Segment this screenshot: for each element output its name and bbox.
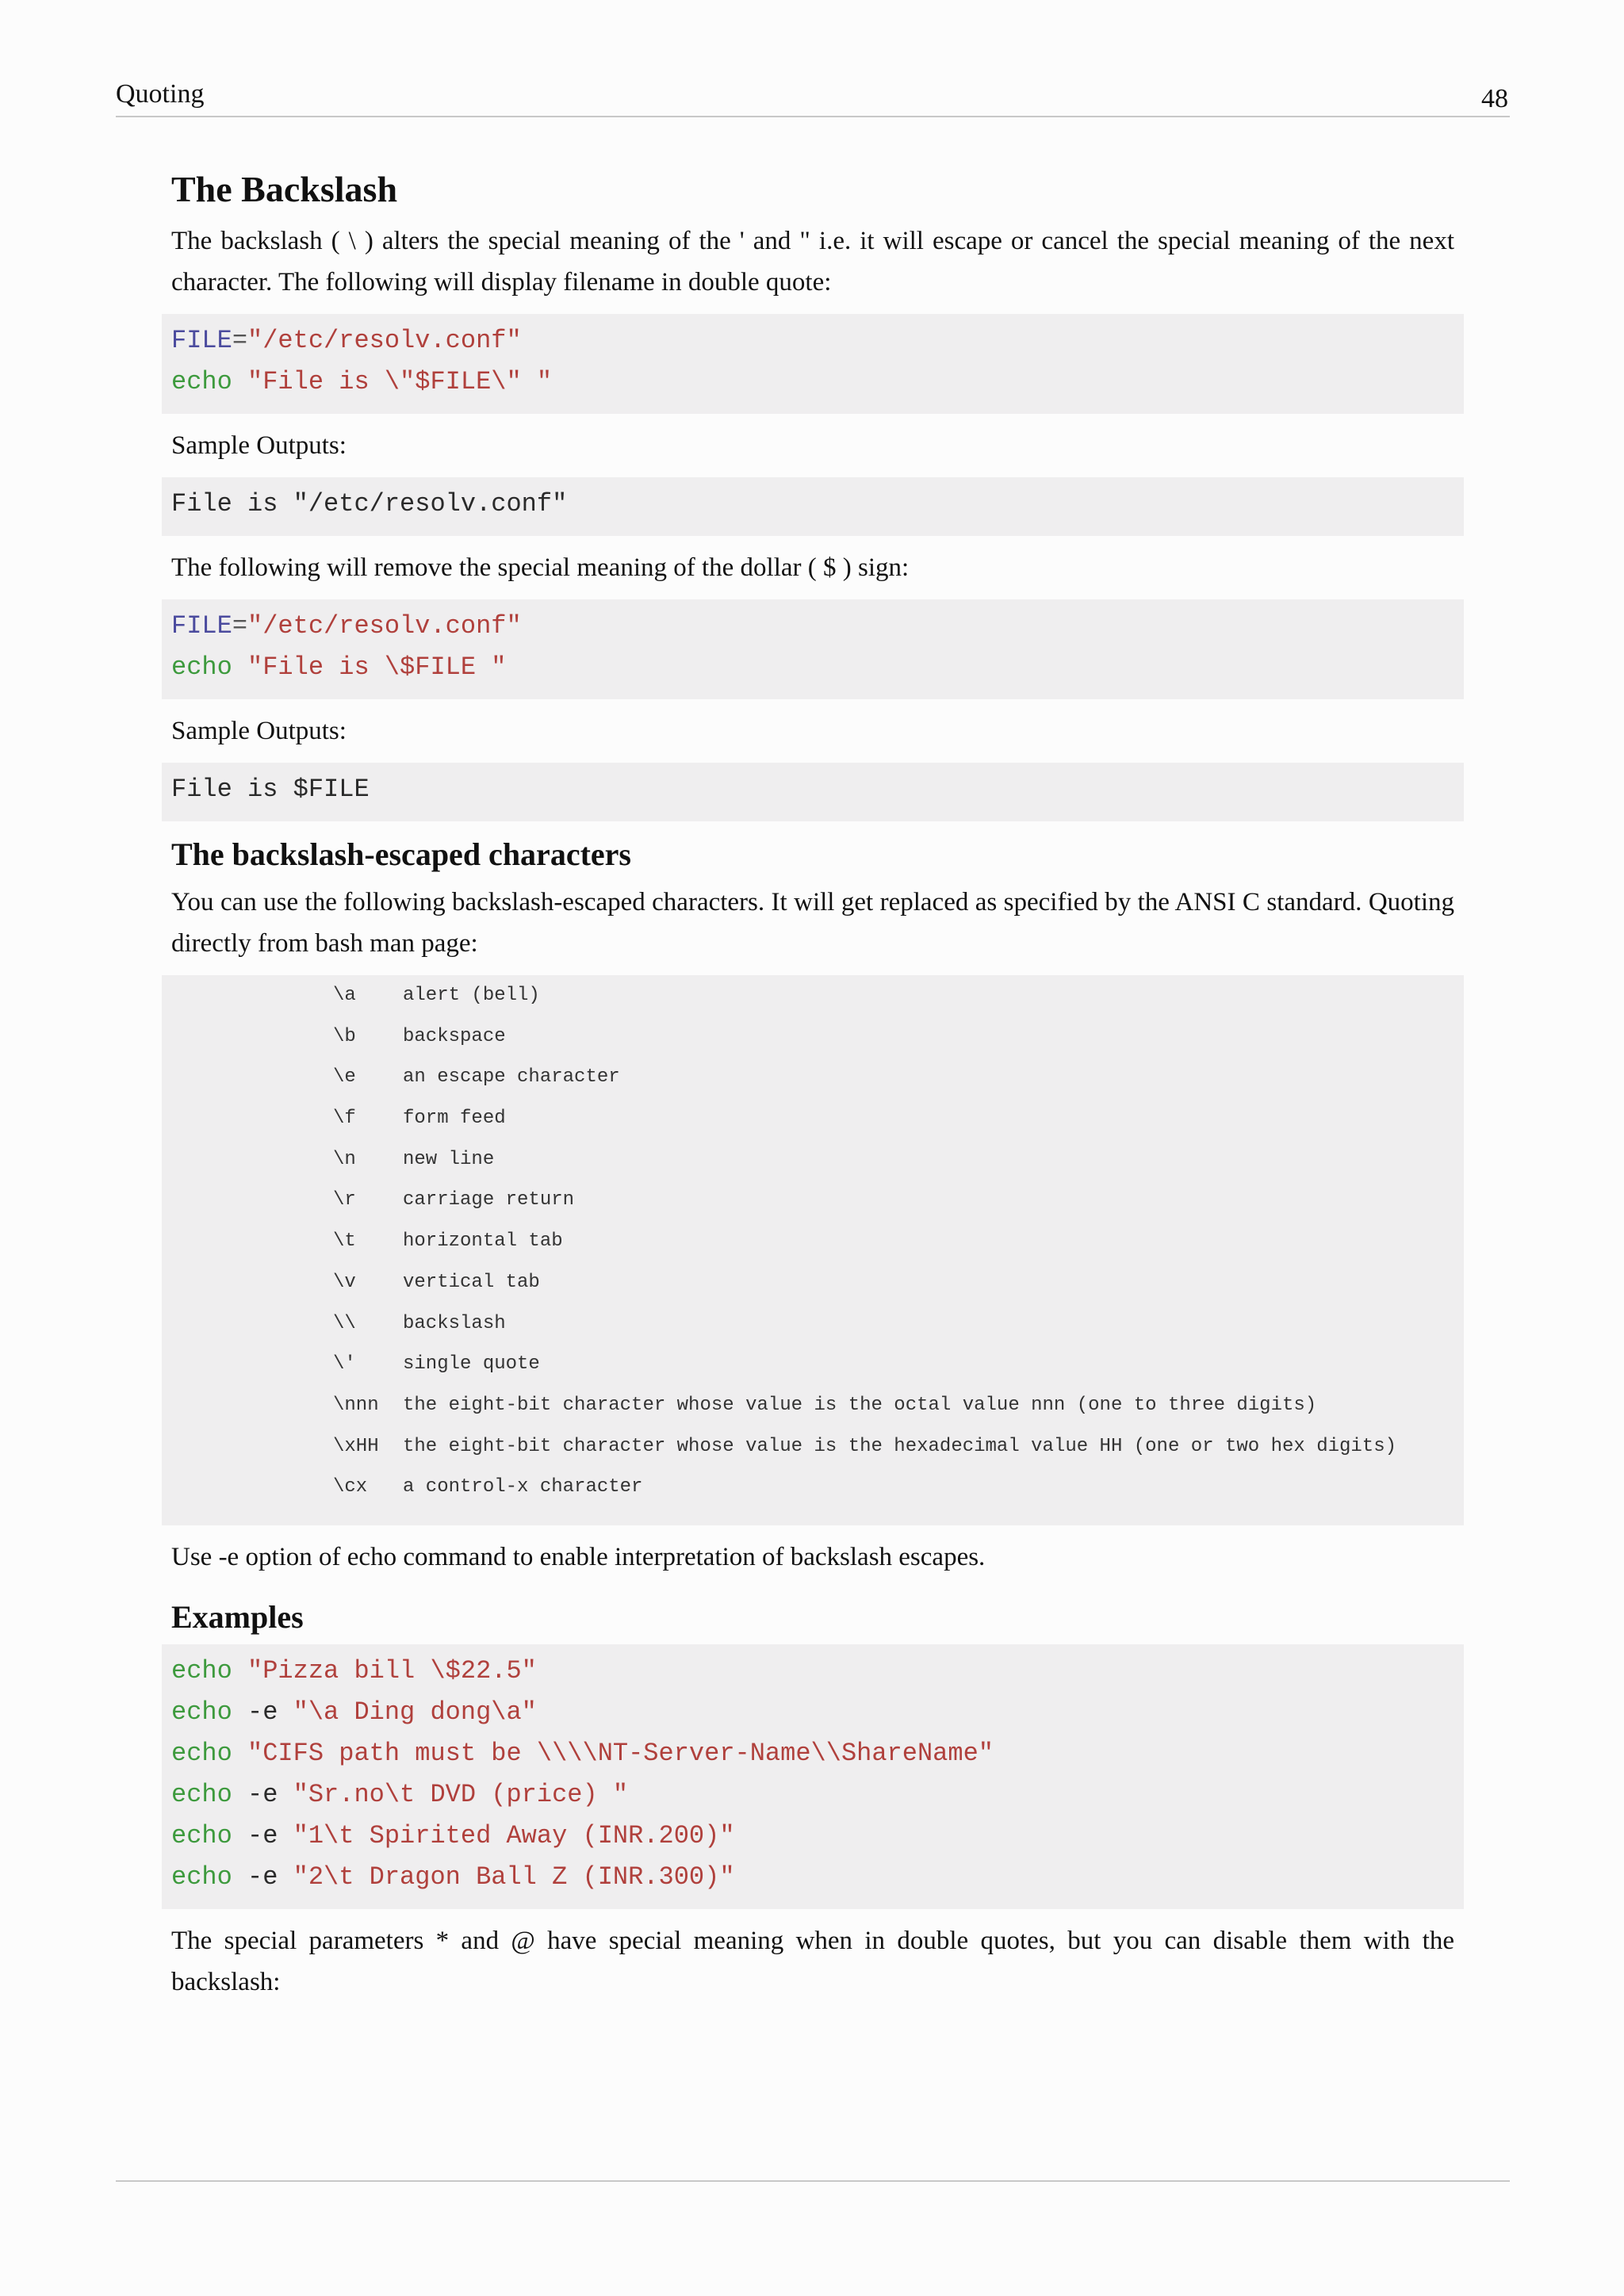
escape-sequence: \' <box>333 1353 356 1376</box>
code-string: "1\t Spirited Away (INR.200)" <box>293 1820 735 1850</box>
escape-description: carriage return <box>403 1189 575 1211</box>
dollar-paragraph: The following will remove the special meaning of the dollar ( $ ) sign: <box>171 553 910 582</box>
heading-backslash-escaped-characters: The backslash-escaped characters <box>171 836 631 872</box>
code-operator: = <box>232 611 248 641</box>
code-keyword: echo <box>171 1655 232 1686</box>
example-line <box>171 1774 1454 1816</box>
code-keyword: echo <box>171 367 232 396</box>
code-string: "Sr.no\t DVD (price) " <box>293 1779 629 1809</box>
code-string: "/etc/resolv.conf" <box>247 611 522 641</box>
escape-sequence: \t <box>333 1230 356 1253</box>
heading-the-backslash: The Backslash <box>171 169 398 209</box>
sample-outputs-label: Sample Outputs: <box>171 431 347 460</box>
page-header <box>116 78 1510 117</box>
code-keyword: echo <box>171 1779 232 1809</box>
escape-sequence: \f <box>333 1108 356 1130</box>
escape-description: form feed <box>403 1108 506 1130</box>
running-section-title: Quoting <box>116 79 205 109</box>
code-variable: FILE <box>171 326 232 355</box>
escape-description: backspace <box>403 1025 506 1047</box>
escape-row <box>162 978 1464 1020</box>
code-operator: = <box>232 326 248 355</box>
code-string: "File is \"$FILE\" " <box>247 367 553 396</box>
escape-row <box>162 1183 1464 1224</box>
code-line <box>171 320 1454 362</box>
escape-sequence: \b <box>333 1025 356 1047</box>
escape-sequence: \a <box>333 985 356 1006</box>
code-keyword: echo <box>171 1862 232 1892</box>
page-content <box>171 155 1454 2014</box>
code-line <box>171 362 1454 403</box>
escape-row <box>162 1224 1464 1265</box>
example-line <box>171 1857 1454 1898</box>
code-keyword: echo <box>171 1820 232 1850</box>
output-block-1 <box>162 477 1464 536</box>
code-string: "File is \$FILE " <box>247 652 507 682</box>
escape-row <box>162 1470 1464 1511</box>
code-option: -e <box>232 1697 293 1727</box>
code-option: -e <box>232 1820 293 1850</box>
output-line: File is $FILE <box>171 775 370 804</box>
escape-description: a control-x character <box>403 1476 643 1498</box>
code-variable: FILE <box>171 611 232 641</box>
escape-sequence: \cx <box>333 1476 368 1498</box>
escape-description: vertical tab <box>403 1271 540 1293</box>
escape-sequence: \xHH <box>333 1435 379 1457</box>
intro-paragraph: The backslash ( \ ) alters the special meaning of the ' and " i.e. it will escape or cancel the special meaning of the next character. The following will display filename in double quote: <box>171 227 1454 297</box>
escape-sequence: \r <box>333 1189 356 1211</box>
escape-row <box>162 1388 1464 1429</box>
heading-examples: Examples <box>171 1598 304 1635</box>
code-string: "CIFS path must be \\\\NT-Server-Name\\ShareName" <box>247 1738 994 1768</box>
escape-row <box>162 1020 1464 1061</box>
special-params-paragraph: The special parameters * and @ have special meaning when in double quotes, but you can disable them with the backslash: <box>171 1926 1454 1996</box>
output-block-2 <box>162 763 1464 821</box>
example-line <box>171 1692 1454 1733</box>
footer-rule <box>116 2180 1510 2182</box>
escape-description: backslash <box>403 1312 506 1334</box>
output-line: File is "/etc/resolv.conf" <box>171 489 568 519</box>
code-block-quote-example <box>162 314 1464 414</box>
example-line <box>171 1733 1454 1774</box>
echo-e-paragraph: Use -e option of echo command to enable interpretation of backslash escapes. <box>171 1542 986 1571</box>
escape-sequence: \\ <box>333 1312 356 1334</box>
escape-description: the eight-bit character whose value is the octal value nnn (one to three digits) <box>403 1394 1317 1416</box>
code-string: "/etc/resolv.conf" <box>247 326 522 355</box>
code-keyword: echo <box>171 1738 232 1768</box>
escape-sequence: \nnn <box>333 1394 379 1416</box>
escape-row <box>162 1265 1464 1307</box>
code-option: -e <box>232 1862 293 1892</box>
escape-description: new line <box>403 1148 495 1170</box>
escape-row <box>162 1060 1464 1101</box>
example-line <box>171 1816 1454 1857</box>
escape-row <box>162 1307 1464 1348</box>
code-string: "\a Ding dong\a" <box>293 1697 537 1727</box>
escape-sequence: \e <box>333 1066 356 1089</box>
page-number: 48 <box>1481 84 1508 113</box>
code-string: "2\t Dragon Ball Z (INR.300)" <box>293 1862 735 1892</box>
code-keyword: echo <box>171 1697 232 1727</box>
escape-row <box>162 1142 1464 1184</box>
sample-outputs-label: Sample Outputs: <box>171 717 347 745</box>
code-block-examples <box>162 1644 1464 1909</box>
code-line <box>171 647 1454 688</box>
escape-description: alert (bell) <box>403 985 540 1006</box>
escaped-paragraph: You can use the following backslash-escaped characters. It will get replaced as specified by the ANSI C standard. Quoting directly from bash man page: <box>171 888 1454 958</box>
escape-description: horizontal tab <box>403 1230 563 1253</box>
code-option: -e <box>232 1779 293 1809</box>
escape-sequence: \n <box>333 1148 356 1170</box>
code-string: "Pizza bill \$22.5" <box>247 1655 537 1686</box>
example-line <box>171 1651 1454 1692</box>
escape-row <box>162 1429 1464 1471</box>
escape-description: the eight-bit character whose value is the hexadecimal value HH (one or two hex digits) <box>403 1435 1397 1457</box>
escape-row <box>162 1101 1464 1142</box>
escape-table <box>162 975 1464 1525</box>
code-keyword: echo <box>171 652 232 682</box>
code-block-dollar-example <box>162 599 1464 699</box>
code-line <box>171 606 1454 647</box>
escape-description: single quote <box>403 1353 540 1376</box>
escape-description: an escape character <box>403 1066 620 1089</box>
escape-sequence: \v <box>333 1271 356 1293</box>
escape-row <box>162 1347 1464 1388</box>
